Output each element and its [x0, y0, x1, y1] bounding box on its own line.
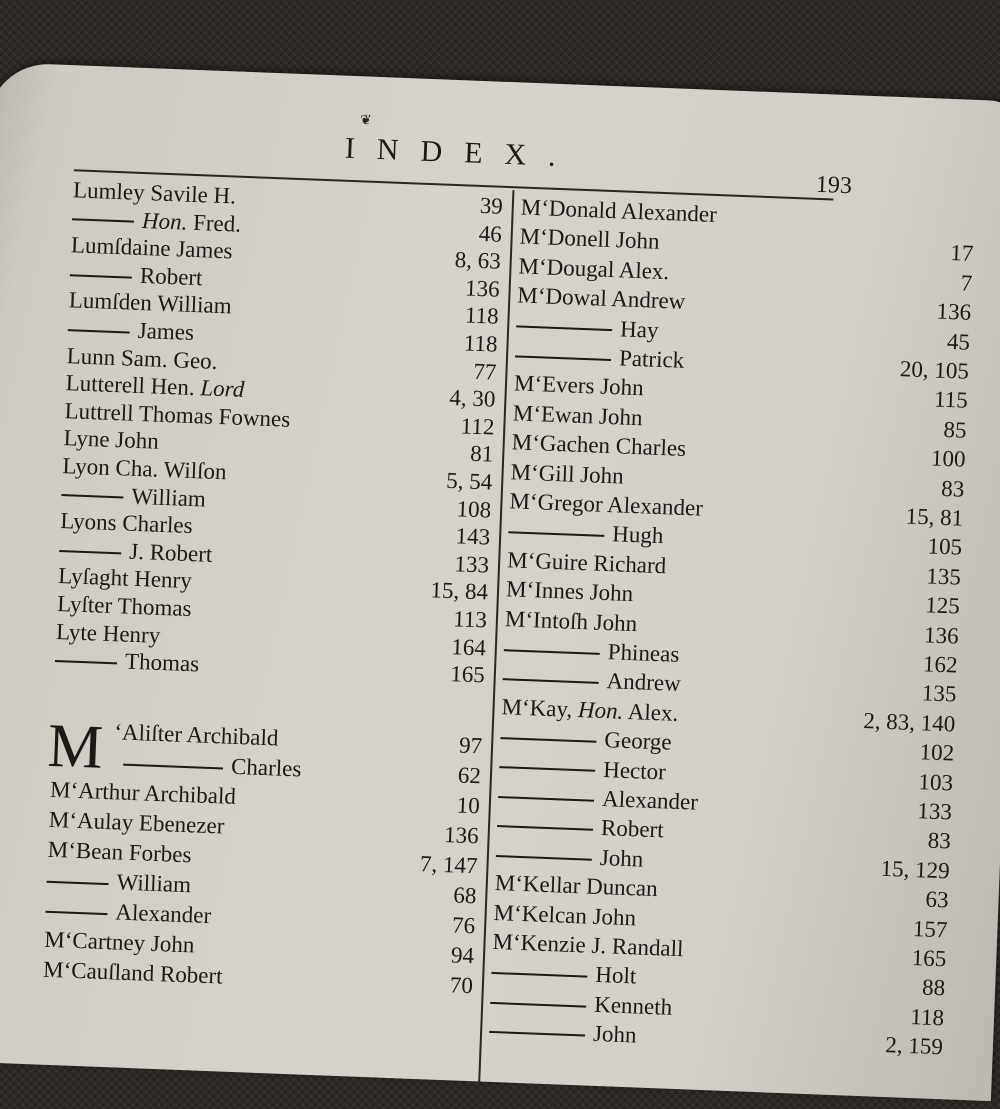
- book-page: [0, 62, 1000, 1101]
- entry-name-text: William: [116, 869, 192, 898]
- entry-pages: 10: [456, 792, 481, 819]
- entry-name-text: Robert: [600, 815, 665, 843]
- ditto-dash: [504, 649, 600, 655]
- entry-name-text: M‘Cartney John: [43, 926, 195, 958]
- ditto-dash: [45, 910, 107, 914]
- flower-ornament-icon: ❦: [359, 113, 373, 129]
- entry-pages: 7, 147: [419, 851, 478, 879]
- entry-pages: 125: [924, 592, 961, 619]
- entry-name-text: George: [603, 727, 673, 755]
- entry-pages: 62: [457, 762, 482, 789]
- ditto-dash: [500, 737, 596, 743]
- entry-pages: 105: [927, 533, 963, 561]
- entry-pages: 102: [919, 739, 955, 766]
- ditto-dash: [47, 880, 109, 884]
- entry-name-text: Hector: [602, 756, 667, 785]
- entry-name-text: M‘Gill John: [510, 458, 625, 489]
- entry-name: [489, 1015, 637, 1051]
- entry-pages: 100: [930, 445, 966, 472]
- entry-name-text: Alexander: [114, 899, 212, 929]
- ditto-dash: [123, 763, 223, 769]
- entry-pages: 85: [943, 416, 968, 443]
- entry-pages: 8, 63: [454, 247, 502, 274]
- entry-pages: 135: [921, 680, 957, 707]
- entry-pages: 103: [918, 768, 954, 796]
- entry-pages: 39: [479, 192, 504, 219]
- entry-pages: 136: [464, 275, 501, 302]
- entry-pages: 136: [936, 298, 972, 326]
- entry-name-text: James: [137, 317, 195, 346]
- entry-pages: 20, 105: [899, 356, 970, 384]
- entry-name-text: M‘Arthur Archibald: [49, 776, 237, 809]
- entry-name-text: Patrick: [618, 345, 685, 373]
- entry-name-text: Lyte Henry: [55, 618, 161, 648]
- entry-pages: 77: [473, 358, 497, 385]
- entry-name-text: Andrew: [606, 668, 682, 697]
- entry-pages: 113: [452, 606, 488, 633]
- entry-name-text: M‘Donald Alexander: [520, 194, 718, 228]
- entry-name-text: M‘Dougal Alex.: [518, 253, 670, 285]
- entry-name-text: Kenneth: [593, 991, 673, 1020]
- entry-pages: 68: [452, 882, 477, 909]
- entry-name-text: Charles: [230, 753, 302, 782]
- entry-name-text: Lyſaght Henry: [57, 563, 193, 594]
- drop-cap-m: M: [46, 711, 105, 782]
- entry-name-text: M‘Kay, Hon. Alex.: [501, 693, 679, 726]
- entry-name-text: M‘Guire Richard: [506, 547, 667, 579]
- entry-pages: 136: [923, 621, 960, 649]
- ditto-dash: [515, 355, 611, 361]
- entry-name-text: Lumley Savile H.: [72, 177, 237, 209]
- entry-pages: 118: [464, 302, 500, 330]
- entry-pages: 97: [458, 732, 483, 759]
- ditto-dash: [55, 660, 117, 664]
- entry-name-text: M‘Donell John: [519, 223, 660, 255]
- ditto-dash: [503, 678, 599, 684]
- ditto-dash: [61, 494, 123, 498]
- entry-pages: 63: [925, 886, 950, 913]
- entry-pages: 164: [450, 633, 487, 661]
- entry-name-text: William: [130, 483, 207, 512]
- entry-name-text: Lumſdaine James: [70, 232, 234, 264]
- entry-pages: 135: [925, 563, 962, 590]
- entry-name-text: Alexander: [601, 786, 699, 815]
- entry-name: [55, 644, 200, 680]
- entry-name-text: M‘Bean Forbes: [47, 836, 192, 868]
- entry-pages: 81: [469, 441, 494, 467]
- entry-pages: 118: [909, 1003, 945, 1031]
- entry-name-text: Lyon Cha. Wilſon: [62, 453, 228, 485]
- entry-name-text: M‘Gachen Charles: [511, 429, 687, 462]
- page-title: INDEX.: [344, 131, 579, 174]
- entry-name-text: M‘Dowal Andrew: [516, 282, 686, 315]
- ditto-dash: [68, 329, 130, 333]
- entry-pages: 76: [451, 912, 476, 939]
- entry-name: [43, 955, 224, 992]
- entry-name-text: Hon. Fred.: [141, 207, 242, 237]
- ditto-dash: [498, 796, 594, 802]
- entry-name-text: John: [592, 1021, 638, 1048]
- entry-pages: 2, 83, 140: [862, 707, 956, 737]
- entry-pages: 133: [454, 551, 490, 578]
- ditto-dash: [489, 1031, 585, 1037]
- entry-pages: 143: [455, 523, 491, 550]
- entry-name-text: J. Robert: [128, 538, 213, 567]
- entry-name-text: M‘Kellar Duncan: [494, 870, 659, 902]
- entry-name-text: Lutterell Hen. Lord: [65, 370, 245, 403]
- entry-name-text: Hay: [619, 315, 660, 343]
- entry-pages: 17: [949, 240, 974, 267]
- entry-name-text: M‘Cauſland Robert: [42, 956, 224, 989]
- entry-pages: 157: [912, 915, 948, 942]
- entry-name-text: Luttrell Thomas Fownes: [64, 397, 291, 432]
- entry-pages: 15, 129: [880, 855, 951, 884]
- ditto-dash: [497, 825, 593, 831]
- entry-pages: 46: [478, 220, 503, 247]
- ditto-dash: [70, 274, 132, 278]
- entry-name-text: M‘Gregor Alexander: [509, 488, 704, 521]
- entry-name-text: Robert: [139, 262, 203, 291]
- entry-name-text: M‘Evers John: [513, 370, 645, 401]
- page-number: 193: [815, 171, 853, 200]
- entry-name-text: M‘Aulay Ebenezer: [48, 806, 225, 839]
- ditto-dash: [508, 531, 604, 537]
- ditto-dash: [516, 326, 612, 332]
- entry-pages: 83: [940, 475, 965, 502]
- entry-pages: 70: [449, 972, 474, 999]
- entry-pages: 162: [922, 651, 959, 678]
- entry-pages: 2, 159: [884, 1032, 944, 1060]
- ditto-dash: [490, 1001, 586, 1007]
- entry-name-text: Thomas: [124, 648, 200, 677]
- ditto-dash: [72, 219, 134, 223]
- entry-pages: 112: [460, 413, 495, 440]
- entry-pages: 15, 84: [430, 577, 489, 605]
- entry-pages: 118: [463, 330, 499, 357]
- entry-pages: 83: [927, 827, 952, 854]
- entry-pages: 45: [946, 328, 971, 355]
- entry-name-text: ‘Aliſter Archibald: [113, 719, 279, 751]
- entry-name-text: John: [599, 844, 644, 872]
- entry-pages: 5, 54: [445, 467, 493, 495]
- entry-name-text: Phineas: [607, 639, 680, 667]
- entry-name-text: Lyne John: [63, 425, 160, 455]
- entry-pages: 165: [911, 945, 947, 972]
- ditto-dash: [499, 766, 595, 772]
- entry-name-text: Lyſter Thomas: [56, 590, 193, 622]
- entry-pages: 7: [960, 270, 973, 296]
- entry-name-text: M‘Ewan John: [512, 400, 643, 431]
- entry-name-text: M‘Kenzie J. Randall: [492, 928, 684, 962]
- entry-pages: 136: [443, 822, 480, 849]
- entry-name-text: Lumſden William: [68, 287, 233, 319]
- ditto-dash: [491, 972, 587, 978]
- entry-pages: 4, 30: [448, 385, 496, 412]
- entry-pages: 94: [450, 942, 475, 969]
- ditto-dash: [496, 855, 592, 861]
- entry-pages: 115: [933, 386, 969, 414]
- entry-pages: 15, 81: [905, 503, 964, 531]
- entry-name-text: Lyons Charles: [59, 508, 194, 539]
- entry-pages: 108: [456, 495, 492, 523]
- entry-name-text: M‘Kelcan John: [493, 899, 637, 931]
- entry-name-text: Lunn Sam. Geo.: [66, 342, 218, 374]
- entry-pages: 133: [916, 798, 953, 825]
- ditto-dash: [59, 550, 121, 554]
- entry-pages: 88: [921, 974, 946, 1001]
- entry-name-text: Holt: [594, 962, 637, 989]
- entry-name-text: Hugh: [611, 521, 664, 549]
- entry-pages: 165: [449, 661, 486, 688]
- entry-name-text: M‘Intoſh John: [504, 605, 638, 636]
- entry-name-text: M‘Innes John: [505, 576, 634, 607]
